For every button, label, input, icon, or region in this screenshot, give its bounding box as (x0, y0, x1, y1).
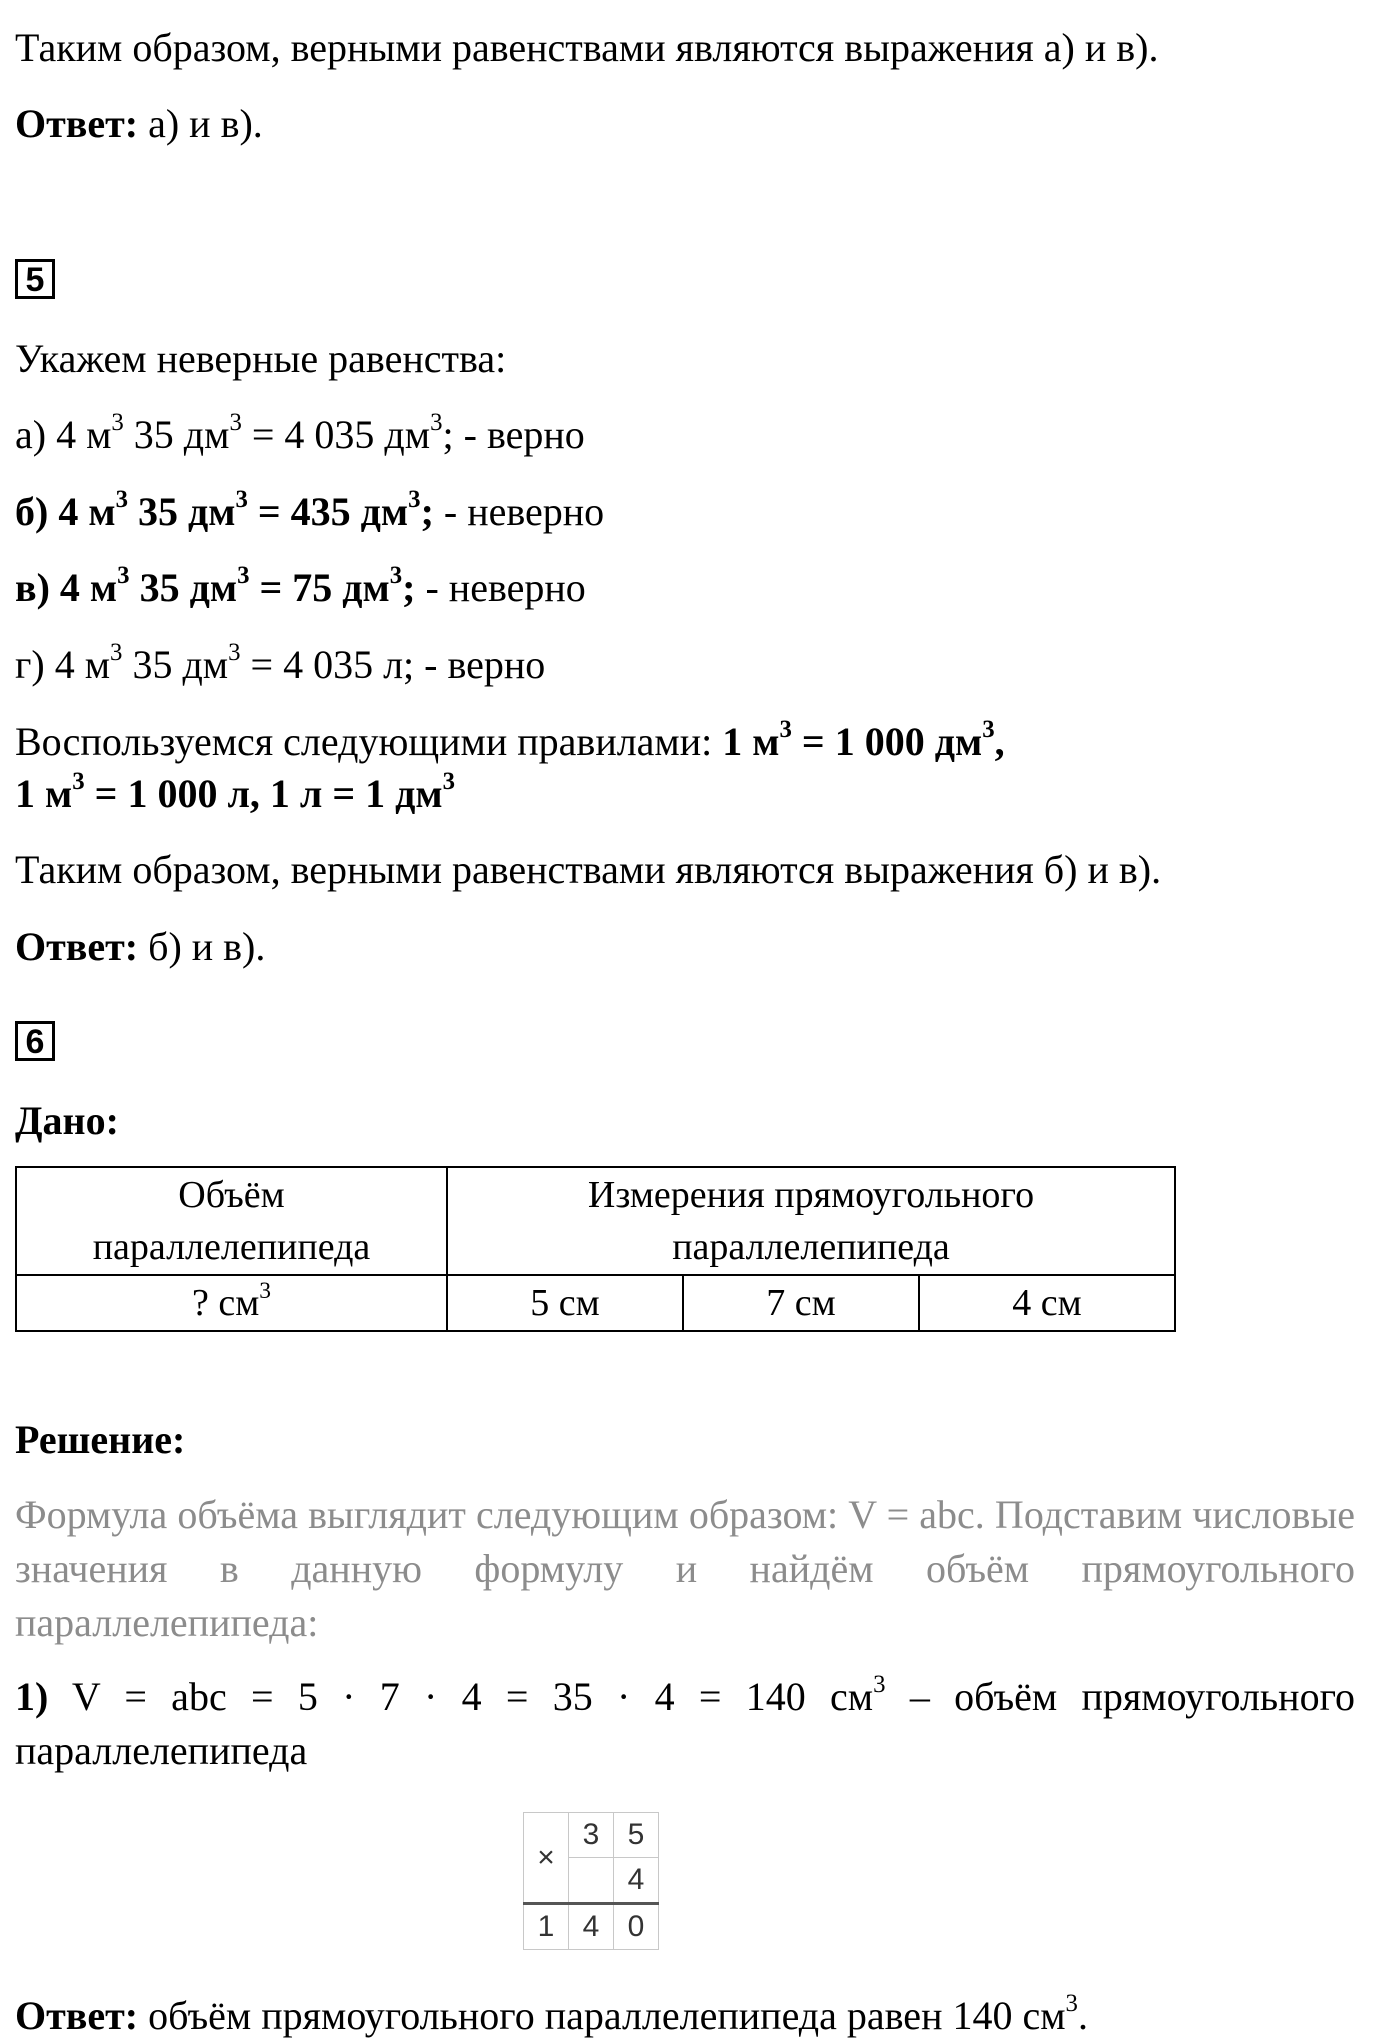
eq-b-part1: б) 4 м (15, 489, 116, 534)
table-row (16, 1167, 1175, 1275)
eq-b-part4: ; (420, 489, 434, 534)
answer-label: Ответ: (15, 101, 139, 146)
eq-v-part3: = 75 дм (249, 565, 390, 610)
mult-cell: 1 (524, 1904, 569, 1950)
table-cell-dim-c: 4 см (919, 1275, 1175, 1331)
equality-b (15, 485, 605, 536)
eq-g-part1: г) 4 м (15, 642, 111, 687)
eq-a-sup2: 3 (229, 408, 242, 436)
mult-row-1 (524, 1813, 659, 1858)
rule-1-c: , (994, 719, 1005, 764)
eq-b-sup3: 3 (408, 485, 421, 513)
header-dims-line2: параллелепипеда (672, 1226, 950, 1268)
eq-b-bold (15, 485, 434, 534)
task5-conclusion: Таким образом, верными равенствами являются выражения б) и в). (15, 847, 1162, 892)
eq-g-part2: 35 дм (122, 642, 229, 687)
given-label (15, 1097, 119, 1145)
volume-value: ? см (191, 1282, 260, 1324)
task-number-5: 5 (15, 259, 55, 299)
eq-g-part3: = 4 035 л; - верно (240, 642, 546, 687)
step-description: – объём прямоугольного параллелепипеда (15, 1674, 1355, 1773)
eq-a-sup1: 3 (111, 408, 124, 436)
answer-label: Ответ: (15, 1993, 139, 2038)
rule-2 (15, 767, 456, 816)
answer-label: Ответ: (15, 924, 139, 969)
table-row (16, 1275, 1175, 1331)
eq-g-sup2: 3 (228, 638, 241, 666)
task6-answer (15, 1989, 1088, 2040)
rule-1-sup2: 3 (982, 715, 995, 743)
header-volume-line1: Объём (178, 1174, 285, 1216)
equality-g (15, 638, 546, 689)
volume-sup: 3 (259, 1277, 272, 1304)
equality-a (15, 408, 585, 459)
rule-2-sup1: 3 (72, 767, 85, 795)
mult-cell: 4 (614, 1858, 659, 1904)
eq-a-part3: = 4 035 дм (241, 412, 431, 457)
eq-a-part1: а) 4 м (15, 412, 112, 457)
answer-text: объём прямоугольного параллелепипеда равен 140 см (138, 1993, 1066, 2038)
mult-cell: 4 (569, 1904, 614, 1950)
mult-cell: 5 (614, 1813, 659, 1858)
mult-result-row (524, 1904, 659, 1950)
column-multiplication (523, 1812, 659, 1950)
step-expression: V = abc = 5 · 7 · 4 = 35 · 4 = 140 см (48, 1674, 874, 1719)
equality-v (15, 561, 586, 612)
table-cell-dim-b: 7 см (683, 1275, 919, 1331)
solution-label-text: Решение: (15, 1417, 186, 1462)
task5-answer (15, 923, 265, 971)
solution-label (15, 1416, 185, 1464)
mult-sign: × (524, 1813, 569, 1904)
eq-b-part2: 35 дм (127, 489, 236, 534)
solution-step-1 (15, 1670, 1355, 1778)
table-header-dimensions (447, 1167, 1175, 1275)
task4-conclusion: Таким образом, верными равенствами являются выражения а) и в). (15, 25, 1159, 70)
step-label: 1) (15, 1674, 49, 1719)
task5-intro: Укажем неверные равенства: (15, 336, 507, 381)
eq-v-part4: ; (402, 565, 416, 610)
eq-v-part1: в) 4 м (15, 565, 118, 610)
mult-cell (569, 1858, 614, 1904)
eq-v-part2: 35 дм (129, 565, 238, 610)
step-sup: 3 (873, 1670, 886, 1698)
rule-2-b: = 1 000 л, 1 л = 1 дм (84, 771, 443, 816)
rule-1 (722, 715, 1005, 764)
answer-sup: 3 (1065, 1989, 1078, 2017)
rule-2-sup2: 3 (442, 767, 456, 795)
header-dims-line1: Измерения прямоугольного (587, 1174, 1035, 1216)
eq-a-part2: 35 дм (123, 412, 230, 457)
header-volume-line2: параллелепипеда (92, 1226, 371, 1268)
given-table (15, 1166, 1176, 1332)
eq-b-part3: = 435 дм (247, 489, 409, 534)
eq-b-sup1: 3 (115, 485, 128, 513)
eq-v-bold (15, 561, 416, 610)
task-number-6: 6 (15, 1021, 55, 1061)
mult-cell: 0 (614, 1904, 659, 1950)
table-header-volume (16, 1167, 447, 1275)
formula-explanation: Формула объёма выглядит следующим образом: V = abc. Подставим числовые значения в данную формулу и найдём объём прямоугольного параллелепипеда: (15, 1492, 1355, 1645)
rule-1-sup1: 3 (779, 715, 792, 743)
rules-intro: Воспользуемся следующими правилами: (15, 719, 723, 764)
given-label-text: Дано: (15, 1098, 119, 1143)
eq-v-sup2: 3 (237, 561, 250, 589)
table-cell-volume (16, 1275, 447, 1331)
eq-v-sup1: 3 (117, 561, 130, 589)
table-cell-dim-a: 5 см (447, 1275, 683, 1331)
eq-g-sup1: 3 (110, 638, 123, 666)
rule-1-a: 1 м (722, 719, 780, 764)
eq-b-sup2: 3 (235, 485, 248, 513)
answer-end: . (1077, 1993, 1088, 2038)
eq-v-sup3: 3 (389, 561, 403, 589)
rule-2-a: 1 м (15, 771, 73, 816)
task4-answer (15, 100, 263, 148)
mult-cell: 3 (569, 1813, 614, 1858)
eq-a-part4: ; - верно (442, 412, 585, 457)
rule-1-b: = 1 000 дм (791, 719, 983, 764)
answer-text: а) и в). (138, 101, 263, 146)
eq-a-sup3: 3 (430, 408, 443, 436)
rules-line-2 (15, 767, 456, 818)
rules-line-1 (15, 715, 1005, 766)
eq-v-note: - неверно (415, 565, 586, 610)
answer-text: б) и в). (138, 924, 266, 969)
eq-b-note: - неверно (433, 489, 605, 534)
